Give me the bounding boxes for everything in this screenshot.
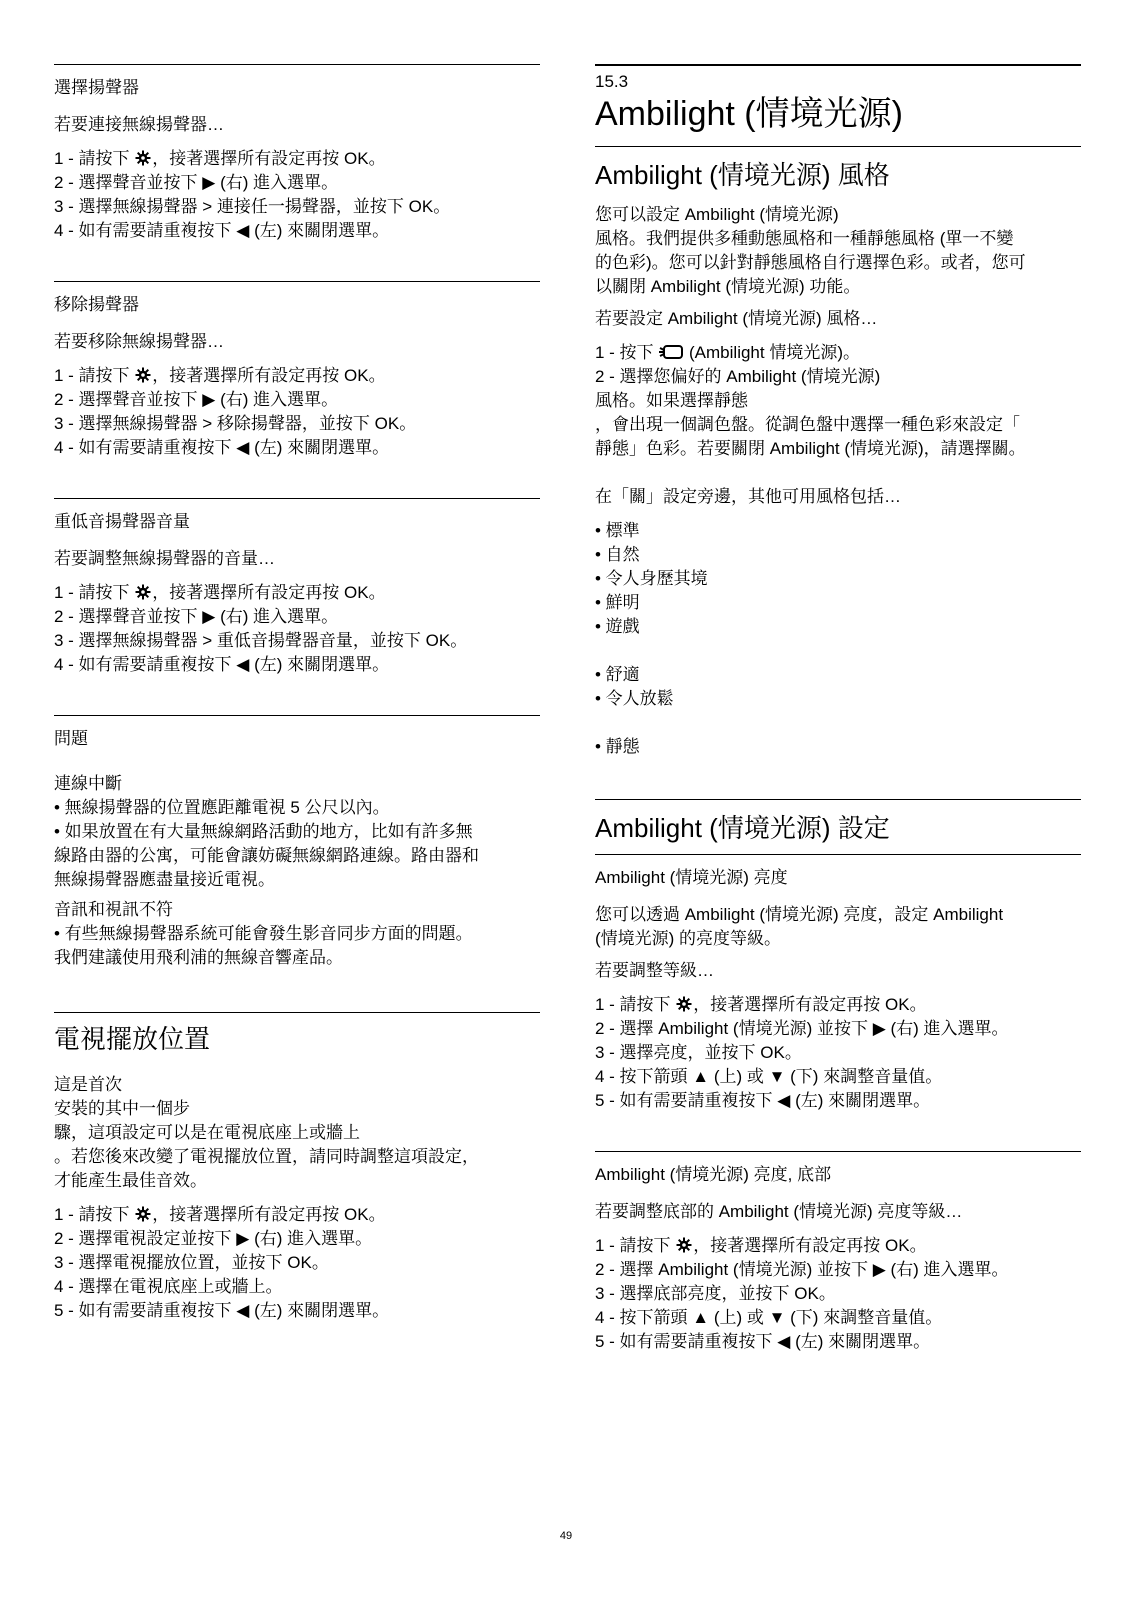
section-intro: 若要調整無線揚聲器的音量… <box>54 549 275 568</box>
step-item <box>54 219 540 243</box>
chapter-title: Ambilight (情境光源) <box>595 95 903 133</box>
step-text: 5 - 如有需要請重複按下 ◀ (左) 來關閉選單。 <box>595 1332 931 1351</box>
gear-icon <box>675 993 693 1017</box>
text-line: • 靜態 <box>595 737 640 756</box>
av-mismatch-text <box>54 922 540 970</box>
step-text: 2 - 選擇 Ambilight (情境光源) 並按下 ▶ (右) 進入選單。 <box>595 1260 1009 1279</box>
text-line: 風格。如果選擇靜態 <box>595 391 748 410</box>
text-line: 2 - 選擇您偏好的 Ambilight (情境光源) <box>595 367 881 386</box>
step-list <box>54 581 540 677</box>
chapter-number: 15.3 <box>595 72 629 91</box>
step-text: 3 - 選擇無線揚聲器 > 重低音揚聲器音量，並按下 OK。 <box>54 631 468 650</box>
section-intro: 若要移除無線揚聲器… <box>54 332 224 351</box>
step-item <box>595 993 1081 1017</box>
step-text: 5 - 如有需要請重複按下 ◀ (左) 來關閉選單。 <box>595 1091 931 1110</box>
section-ambilight-style <box>595 146 1081 759</box>
text-line: 驟，這項設定可以是在電視底座上或牆上 <box>54 1123 360 1142</box>
step-text: 2 - 選擇電視設定並按下 ▶ (右) 進入選單。 <box>54 1229 373 1248</box>
step-item <box>595 1041 1081 1065</box>
step-text: ，接著選擇所有設定再按 OK。 <box>152 583 386 602</box>
step-text: 1 - 請按下 <box>54 366 135 385</box>
text-line: 我們建議使用飛利浦的無線音響產品。 <box>54 948 343 967</box>
style-list-1 <box>595 519 1081 639</box>
step-item <box>595 1306 1081 1330</box>
step-text: 2 - 選擇 Ambilight (情境光源) 並按下 ▶ (右) 進入選單。 <box>595 1019 1009 1038</box>
step-text: 1 - 請按下 <box>54 583 135 602</box>
placement-intro <box>54 1073 540 1193</box>
section-heading: 重低音揚聲器音量 <box>54 512 190 531</box>
brightness-description <box>595 903 1081 951</box>
text-line: 您可以設定 Ambilight (情境光源) <box>595 205 839 224</box>
step-text: 4 - 如有需要請重複按下 ◀ (左) 來關閉選單。 <box>54 438 390 457</box>
text-line: 您可以透過 Ambilight (情境光源) 亮度，設定 Ambilight <box>595 905 1004 924</box>
step-item <box>54 1299 540 1323</box>
text-line: 無線揚聲器應盡量接近電視。 <box>54 870 275 889</box>
text-line: 安裝的其中一個步 <box>54 1099 190 1118</box>
step-text: 2 - 選擇聲音並按下 ▶ (右) 進入選單。 <box>54 173 339 192</box>
text-line: 線路由器的公寓，可能會讓妨礙無線網路連線。路由器和 <box>54 846 479 865</box>
section-heading: 移除揚聲器 <box>54 295 139 314</box>
step-item <box>54 653 540 677</box>
step-text: 3 - 選擇無線揚聲器 > 移除揚聲器，並按下 OK。 <box>54 414 417 433</box>
step-text: 4 - 選擇在電視底座上或牆上。 <box>54 1277 283 1296</box>
text-line: 。若您後來改變了電視擺放位置，請同時調整這項設定， <box>54 1147 479 1166</box>
step-item <box>54 147 540 171</box>
step-list <box>595 993 1081 1113</box>
section-heading: 問題 <box>54 729 88 748</box>
step-item <box>54 364 540 388</box>
step-text: 5 - 如有需要請重複按下 ◀ (左) 來關閉選單。 <box>54 1301 390 1320</box>
step-item <box>54 1227 540 1251</box>
step-text: 1 - 請按下 <box>54 1205 135 1224</box>
section-select-speaker <box>54 64 540 243</box>
subheading-av-mismatch: 音訊和視訊不符 <box>54 900 173 919</box>
step-list <box>54 1203 540 1323</box>
step-text: 3 - 選擇底部亮度，並按下 OK。 <box>595 1284 836 1303</box>
step-item <box>54 629 540 653</box>
step-item <box>54 1203 540 1227</box>
text-line: • 有些無線揚聲器系統可能會發生影音同步方面的問題。 <box>54 924 473 943</box>
step-text: ，接著選擇所有設定再按 OK。 <box>693 1236 927 1255</box>
step-text: 1 - 請按下 <box>54 149 135 168</box>
step-item <box>54 581 540 605</box>
page-number: 49 <box>559 1530 573 1542</box>
section-title: 電視擺放位置 <box>54 1024 211 1054</box>
step-item <box>54 1275 540 1299</box>
text-line: 的色彩)。您可以針對靜態風格自行選擇色彩。或者，您可 <box>595 253 1026 272</box>
text-line: ，會出現一個調色盤。從調色盤中選擇一種色彩來設定「 <box>595 415 1020 434</box>
step-text: 4 - 按下箭頭 ▲ (上) 或 ▼ (下) 來調整音量值。 <box>595 1067 943 1086</box>
step-1 <box>595 341 1081 365</box>
chapter-header <box>595 64 1081 134</box>
step-text: ，接著選擇所有設定再按 OK。 <box>152 366 386 385</box>
section-heading: Ambilight (情境光源) 亮度, 底部 <box>595 1165 832 1184</box>
step-text: 3 - 選擇無線揚聲器 > 連接任一揚聲器，並按下 OK。 <box>54 197 451 216</box>
section-ambilight-settings <box>595 799 1081 1113</box>
step-item <box>54 388 540 412</box>
step-item <box>54 436 540 460</box>
step-text: 2 - 選擇聲音並按下 ▶ (右) 進入選單。 <box>54 607 339 626</box>
step-item <box>595 1282 1081 1306</box>
left-column <box>54 64 540 1323</box>
step-item <box>595 1065 1081 1089</box>
text-line: • 無線揚聲器的位置應距離電視 5 公尺以內。 <box>54 798 390 817</box>
text-line: (情境光源) 的亮度等級。 <box>595 929 782 948</box>
step-1-prefix: 1 - 按下 <box>595 343 659 362</box>
style-steps <box>595 341 1081 461</box>
step-list <box>54 147 540 243</box>
section-title: Ambilight (情境光源) 風格 <box>595 160 890 190</box>
step-item <box>595 1258 1081 1282</box>
section-title: Ambilight (情境光源) 設定 <box>595 813 890 843</box>
text-line: 才能產生最佳音效。 <box>54 1171 207 1190</box>
text-line: • 令人放鬆 <box>595 689 674 708</box>
text-line: 這是首次 <box>54 1075 122 1094</box>
text-line: • 如果放置在有大量無線網路活動的地方，比如有許多無 <box>54 822 473 841</box>
style-list-3 <box>595 735 1081 759</box>
gear-icon <box>134 364 152 388</box>
step-text: ，接著選擇所有設定再按 OK。 <box>693 995 927 1014</box>
text-line: 靜態」色彩。若要關閉 Ambilight (情境光源)，請選擇關。 <box>595 439 1026 458</box>
gear-icon <box>675 1234 693 1258</box>
right-column <box>595 64 1081 1354</box>
step-list <box>54 364 540 460</box>
step-item <box>595 1017 1081 1041</box>
step-item <box>54 412 540 436</box>
section-remove-speaker <box>54 281 540 460</box>
text-line: • 自然 <box>595 545 640 564</box>
section-intro: 若要調整等級… <box>595 961 714 980</box>
step-continuation <box>595 365 1081 461</box>
step-text: 4 - 如有需要請重複按下 ◀ (左) 來關閉選單。 <box>54 221 390 240</box>
section-bottom-brightness <box>595 1151 1081 1354</box>
step-text: 3 - 選擇電視擺放位置，並按下 OK。 <box>54 1253 329 1272</box>
step-text: 3 - 選擇亮度，並按下 OK。 <box>595 1043 802 1062</box>
step-text: 1 - 請按下 <box>595 1236 676 1255</box>
subsection-brightness <box>595 854 1081 1113</box>
step-text: 1 - 請按下 <box>595 995 676 1014</box>
gear-icon <box>134 147 152 171</box>
step-item <box>54 605 540 629</box>
section-intro: 若要連接無線揚聲器… <box>54 115 224 134</box>
step-item <box>595 1234 1081 1258</box>
step-1-suffix: (Ambilight 情境光源)。 <box>684 343 860 362</box>
step-item <box>54 171 540 195</box>
text-line: • 鮮明 <box>595 593 640 612</box>
step-item <box>595 1330 1081 1354</box>
step-text: 4 - 如有需要請重複按下 ◀ (左) 來關閉選單。 <box>54 655 390 674</box>
step-text: ，接著選擇所有設定再按 OK。 <box>152 1205 386 1224</box>
ambilight-icon <box>658 344 684 360</box>
step-text: ，接著選擇所有設定再按 OK。 <box>152 149 386 168</box>
section-intro: 若要設定 Ambilight (情境光源) 風格… <box>595 309 878 328</box>
other-styles-intro: 在「關」設定旁邊，其他可用風格包括… <box>595 487 901 506</box>
section-subwoofer-volume <box>54 498 540 677</box>
subsection-heading: Ambilight (情境光源) 亮度 <box>595 868 788 887</box>
style-description <box>595 203 1081 299</box>
connection-lost-text <box>54 796 540 892</box>
style-list-2 <box>595 663 1081 711</box>
section-intro: 若要調整底部的 Ambilight (情境光源) 亮度等級… <box>595 1202 963 1221</box>
section-problems <box>54 715 540 970</box>
step-item <box>595 1089 1081 1113</box>
step-item <box>54 1251 540 1275</box>
step-item <box>54 195 540 219</box>
text-line: • 遊戲 <box>595 617 640 636</box>
step-text: 2 - 選擇聲音並按下 ▶ (右) 進入選單。 <box>54 390 339 409</box>
step-text: 4 - 按下箭頭 ▲ (上) 或 ▼ (下) 來調整音量值。 <box>595 1308 943 1327</box>
step-list <box>595 1234 1081 1354</box>
text-line: • 舒適 <box>595 665 640 684</box>
text-line: • 標準 <box>595 521 640 540</box>
section-heading: 選擇揚聲器 <box>54 78 139 97</box>
text-line: 以關閉 Ambilight (情境光源) 功能。 <box>595 277 861 296</box>
subheading-connection-lost: 連線中斷 <box>54 774 122 793</box>
gear-icon <box>134 581 152 605</box>
gear-icon <box>134 1203 152 1227</box>
text-line: • 令人身歷其境 <box>595 569 708 588</box>
section-tv-placement <box>54 1012 540 1323</box>
text-line: 風格。我們提供多種動態風格和一種靜態風格 (單一不變 <box>595 229 1014 248</box>
